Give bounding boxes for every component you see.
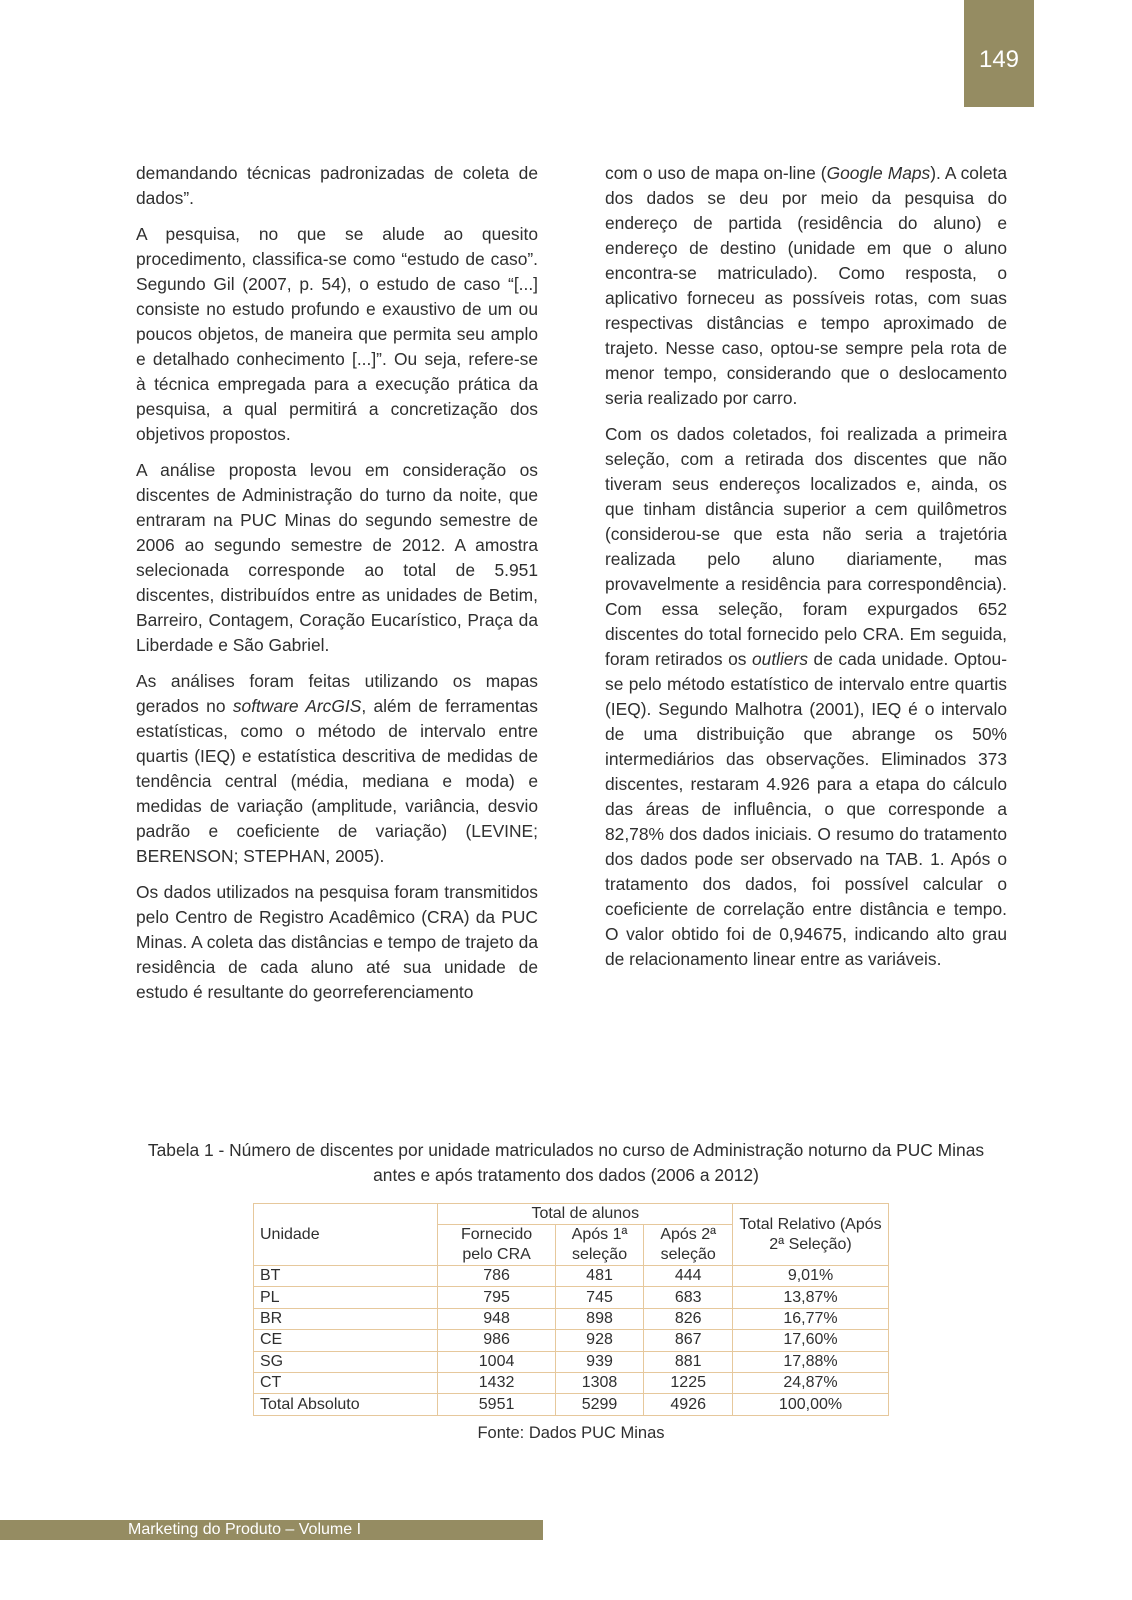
cell-relative: 17,88% [733,1351,889,1372]
header-relative: Total Relativo (Após 2ª Seleção) [733,1204,889,1266]
header-apos2: Após 2ª seleção [644,1225,733,1266]
cell-relative: 100,00% [733,1394,889,1415]
cell-apos2: 683 [644,1287,733,1308]
cell-fornecido: 1432 [438,1372,555,1393]
cell-apos1: 481 [555,1266,644,1287]
cell-apos1: 898 [555,1308,644,1329]
header-fornecido: Fornecido pelo CRA [438,1225,555,1266]
cell-apos1: 928 [555,1330,644,1351]
cell-relative: 16,77% [733,1308,889,1329]
paragraph-text: , além de ferramentas estatísticas, como o método de intervalo entre quartis (IEQ) e estatística descritiva de medidas de tendência central (média, mediana e moda) e medidas de variação (amplitude, variância, desvio padrão e coeficiente de variação) (LEVINE; BERENSON; STEPHAN, 2005). [136,696,538,866]
cell-unit: PL [254,1287,438,1308]
cell-unit: BT [254,1266,438,1287]
paragraph: demandando técnicas padronizadas de coleta de dados”. [136,163,538,208]
right-column [605,161,1007,983]
table-row [254,1330,889,1351]
table-row [254,1351,889,1372]
italic-term: software ArcGIS [232,696,362,716]
left-column [136,161,538,1016]
paragraph-text: com o uso de mapa on-line ( [605,163,827,183]
data-table [253,1203,889,1416]
paragraph: A análise proposta levou em consideração os discentes de Administração do turno da noite, que entraram na PUC Minas do segundo semestre de 2006 ao segundo semestre de 2012. A amostra selecionada corresponde ao total de 5.951 discentes, distribuídos entre as unidades de Betim, Barreiro, Contagem, Coração Eucarístico, Praça da Liberdade e São Gabriel. [136,460,538,655]
cell-apos2: 867 [644,1330,733,1351]
cell-fornecido: 5951 [438,1394,555,1415]
cell-fornecido: 795 [438,1287,555,1308]
cell-apos1: 1308 [555,1372,644,1393]
paragraph [136,669,538,869]
table-row [254,1372,889,1393]
cell-unit: SG [254,1351,438,1372]
cell-apos2: 4926 [644,1394,733,1415]
cell-relative: 24,87% [733,1372,889,1393]
header-apos1: Após 1ª seleção [555,1225,644,1266]
table-caption: Tabela 1 - Número de discentes por unidade matriculados no curso de Administração noturno da PUC Minas antes e após tratamento dos dados (2006 a 2012) [147,1140,985,1185]
table-source: Fonte: Dados PUC Minas [477,1424,665,1442]
header-unit: Unidade [254,1204,438,1266]
italic-term: Google Maps [826,163,931,183]
cell-fornecido: 1004 [438,1351,555,1372]
paragraph [605,422,1007,972]
paragraph-text: ). A coleta dos dados se deu por meio da pesquisa do endereço de partida (residência do aluno) e endereço de destino (unidade em que o aluno encontra-se matriculado). Como resposta, o aplicativo forneceu as possíveis rotas, com suas respectivas distâncias e tempo aproximado de trajeto. Nesse caso, optou-se sempre pela rota de menor tempo, considerando que o deslocamento seria realizado por carro. [605,163,1008,408]
table-row-total [254,1394,889,1415]
cell-unit: CE [254,1330,438,1351]
cell-apos1: 939 [555,1351,644,1372]
table-row [254,1287,889,1308]
cell-apos2: 444 [644,1266,733,1287]
cell-relative: 13,87% [733,1287,889,1308]
cell-apos1: 745 [555,1287,644,1308]
cell-fornecido: 986 [438,1330,555,1351]
paragraph-text: Com os dados coletados, foi realizada a primeira seleção, com a retirada dos discentes que não tiveram seus endereços localizados e, ainda, os que tinham distância superior a cem quilômetros (considerou-se que esta não seria a trajetória realizada pelo aluno diariamente, mas provavelmente a residência para correspondência). Com essa seleção, foram expurgados 652 discentes do total fornecido pelo CRA. Em seguida, foram retirados os [605,424,1007,669]
paragraph [605,161,1007,411]
table-row [254,1308,889,1329]
cell-apos2: 826 [644,1308,733,1329]
cell-apos1: 5299 [555,1394,644,1415]
cell-relative: 9,01% [733,1266,889,1287]
page-number: 149 [964,0,1034,107]
footer-title: Marketing do Produto – Volume I [128,1521,362,1538]
cell-apos2: 1225 [644,1372,733,1393]
cell-relative: 17,60% [733,1330,889,1351]
paragraph: Os dados utilizados na pesquisa foram transmitidos pelo Centro de Registro Acadêmico (CRA) da PUC Minas. A coleta das distâncias e tempo de trajeto da residência de cada aluno até sua unidade de estudo é resultante do georreferenciamento [136,882,538,1002]
paragraph-text: de cada unidade. Optou-se pelo método estatístico de intervalo entre quartis (IEQ). Segundo Malhotra (2001), IEQ é o intervalo de uma distribuição que abrange os 50% intermediários das observações. Eliminados 373 discentes, restaram 4.926 para a etapa do cálculo das áreas de influência, o que corresponde a 82,78% dos dados iniciais. O resumo do tratamento dos dados pode ser observado na TAB. 1. Após o tratamento dos dados, foi possível calcular o coeficiente de correlação entre distância e tempo. O valor obtido foi de 0,94675, indicando alto grau de relacionamento linear entre as variáveis. [605,649,1007,969]
cell-fornecido: 948 [438,1308,555,1329]
cell-unit: CT [254,1372,438,1393]
paragraph-text: As análises foram feitas utilizando os mapas gerados no [136,671,538,716]
cell-unit: Total Absoluto [254,1394,438,1415]
cell-apos2: 881 [644,1351,733,1372]
header-total-group: Total de alunos [438,1204,733,1225]
paragraph: A pesquisa, no que se alude ao quesito procedimento, classifica-se como “estudo de caso”. Segundo Gil (2007, p. 54), o estudo de caso “[...] consiste no estudo profundo e exaustivo de um ou poucos objetos, de maneira que permita seu amplo e detalhado conhecimento [...]”. Ou seja, refere-se à técnica empregada para a execução prática da pesquisa, a qual permitirá a concretização dos objetivos propostos. [136,224,538,444]
italic-term: outliers [751,649,809,669]
cell-fornecido: 786 [438,1266,555,1287]
cell-unit: BR [254,1308,438,1329]
table-row [254,1266,889,1287]
